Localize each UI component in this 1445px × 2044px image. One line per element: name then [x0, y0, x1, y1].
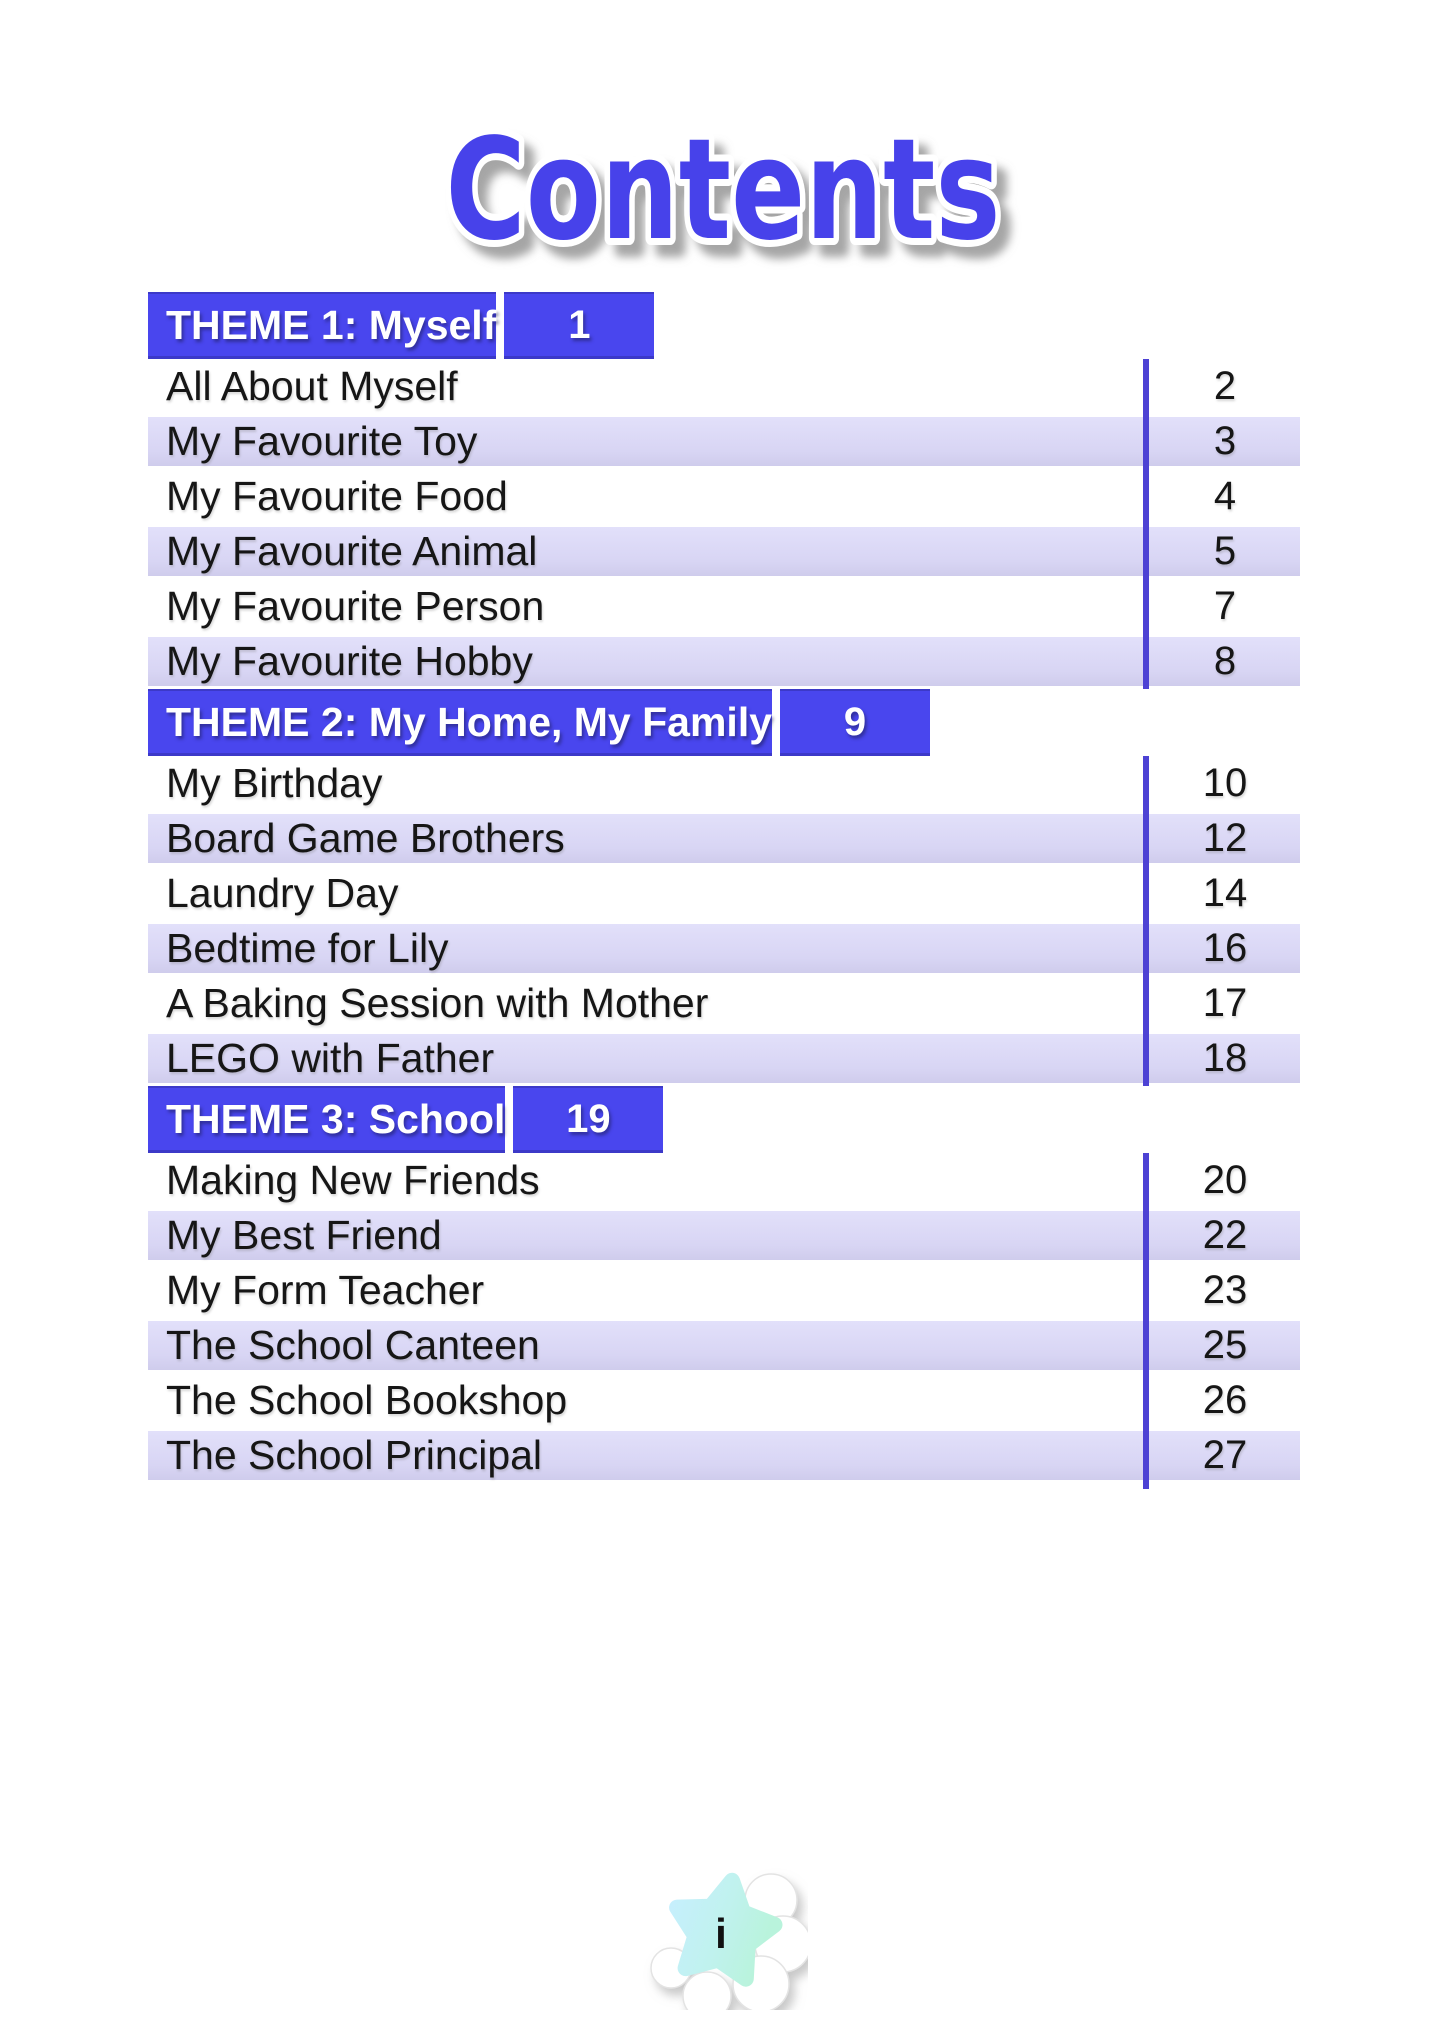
- theme-row: [148, 1086, 1300, 1153]
- row-label: My Favourite Person: [166, 583, 545, 629]
- row-label: Making New Friends: [166, 1157, 540, 1203]
- row-label: Bedtime for Lily: [166, 925, 449, 971]
- row-label: My Favourite Food: [166, 473, 508, 519]
- table-row: [148, 1031, 1300, 1086]
- row-page: 10: [1202, 761, 1248, 805]
- row-page: 7: [1213, 584, 1237, 628]
- theme-row: [148, 292, 1300, 359]
- footer-page-marker: [638, 1854, 808, 2010]
- table-row: [148, 1263, 1300, 1318]
- page-title: [333, 86, 1113, 291]
- row-label: My Best Friend: [166, 1212, 442, 1258]
- row-label: My Form Teacher: [166, 1267, 485, 1313]
- row-label: My Favourite Animal: [166, 528, 538, 574]
- table-row: [148, 1318, 1300, 1373]
- table-row: [148, 359, 1300, 414]
- row-label: The School Principal: [166, 1432, 543, 1478]
- row-label: The School Canteen: [166, 1322, 540, 1368]
- page-number-divider: [1143, 292, 1149, 1489]
- row-label: All About Myself: [166, 363, 458, 409]
- table-row: [148, 756, 1300, 811]
- contents-title-svg: [333, 86, 1113, 291]
- row-label: My Favourite Toy: [166, 418, 478, 464]
- table-row: [148, 634, 1300, 689]
- table-row: [148, 866, 1300, 921]
- toc-table: [148, 292, 1300, 1483]
- theme-row-page: 1: [568, 303, 591, 347]
- row-page: 20: [1202, 1158, 1248, 1202]
- table-row: [148, 811, 1300, 866]
- row-page: 23: [1202, 1268, 1248, 1312]
- row-label: A Baking Session with Mother: [166, 980, 709, 1026]
- row-page: 5: [1213, 529, 1237, 573]
- row-label: Laundry Day: [166, 870, 399, 916]
- row-page: 3: [1213, 419, 1237, 463]
- table-row: [148, 1373, 1300, 1428]
- table-row: [148, 469, 1300, 524]
- row-page: 22: [1202, 1213, 1248, 1257]
- row-page: 4: [1213, 474, 1237, 518]
- theme-row: [148, 689, 1300, 756]
- row-page: 17: [1202, 981, 1248, 1025]
- page-title-text: Contents: [445, 109, 1000, 272]
- table-row: [148, 921, 1300, 976]
- table-row: [148, 1153, 1300, 1208]
- row-page: 2: [1213, 364, 1237, 408]
- row-label: LEGO with Father: [166, 1035, 495, 1081]
- row-page: 18: [1202, 1036, 1248, 1080]
- row-page: 16: [1202, 926, 1248, 970]
- row-page: 26: [1202, 1378, 1248, 1422]
- table-row: [148, 414, 1300, 469]
- table-row: [148, 524, 1300, 579]
- row-page: 14: [1202, 871, 1248, 915]
- theme-row-label: THEME 3: School: [166, 1096, 506, 1142]
- row-label: Board Game Brothers: [166, 815, 565, 861]
- table-row: [148, 579, 1300, 634]
- row-label: My Birthday: [166, 760, 383, 806]
- table-row: [148, 976, 1300, 1031]
- table-row: [148, 1428, 1300, 1483]
- theme-row-label: THEME 1: Myself: [166, 302, 497, 348]
- theme-row-page: 19: [566, 1097, 611, 1141]
- page-marker: i: [714, 1910, 727, 1957]
- row-label: My Favourite Hobby: [166, 638, 533, 684]
- row-page: 12: [1202, 816, 1248, 860]
- row-page: 27: [1202, 1433, 1248, 1477]
- theme-row-label: THEME 2: My Home, My Family: [166, 699, 773, 745]
- row-page: 25: [1202, 1323, 1248, 1367]
- star-icon: [638, 1854, 808, 2010]
- row-label: The School Bookshop: [166, 1377, 568, 1423]
- row-page: 8: [1213, 639, 1237, 683]
- theme-row-page: 9: [843, 700, 867, 744]
- table-row: [148, 1208, 1300, 1263]
